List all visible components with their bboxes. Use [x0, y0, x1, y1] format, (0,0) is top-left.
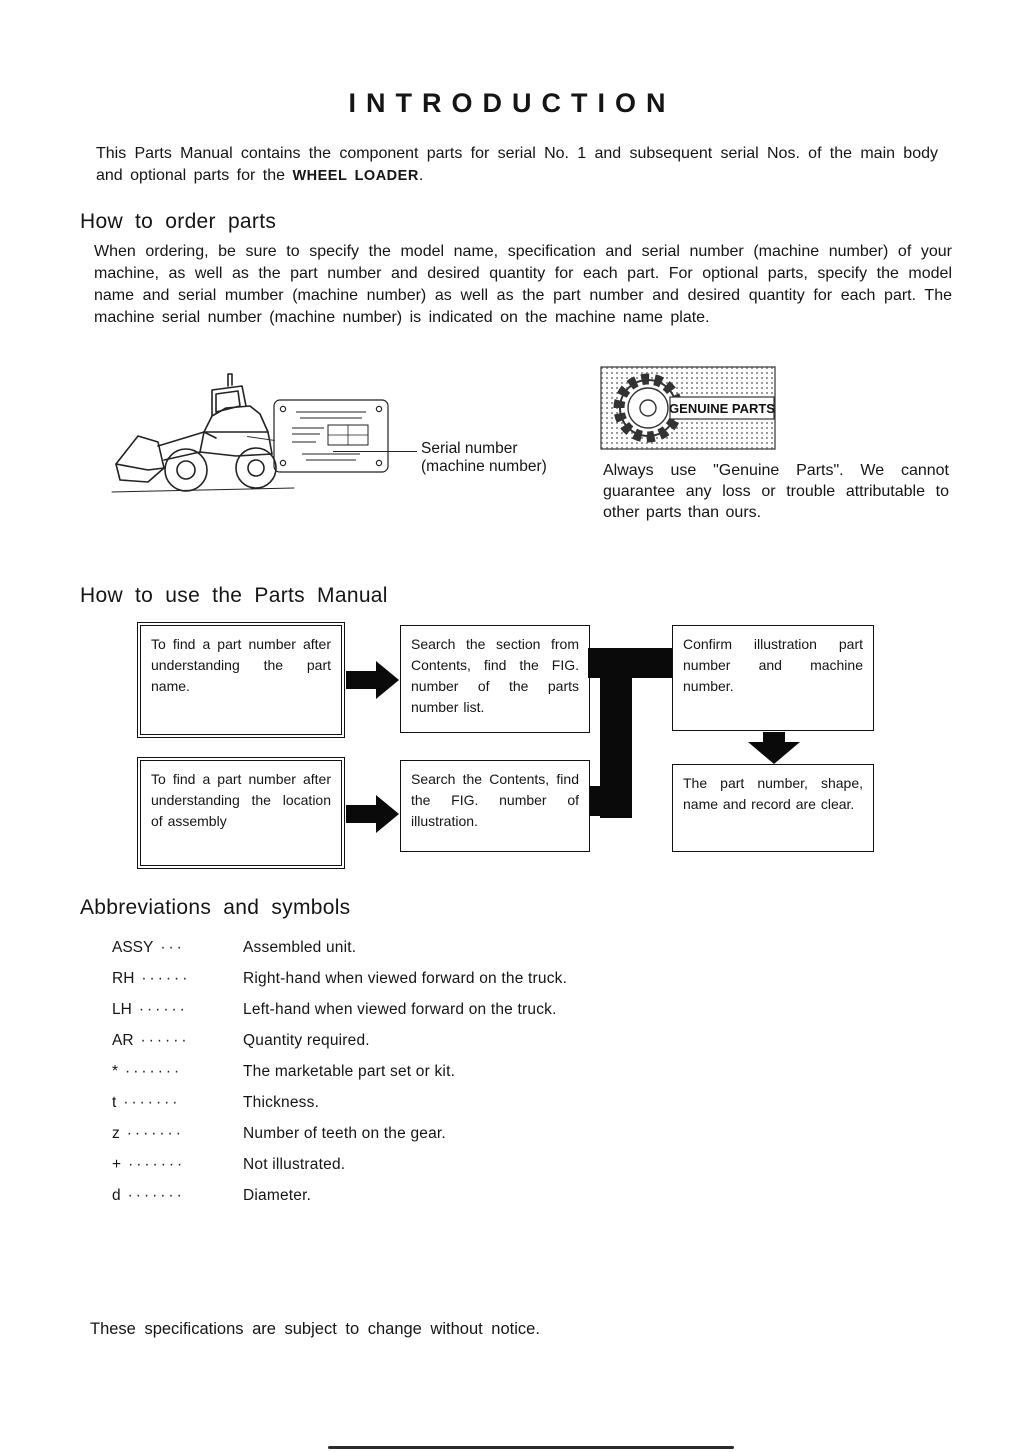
abbr-term: + — [112, 1155, 122, 1173]
intro-period: . — [418, 167, 424, 185]
how-to-use-heading: How to use the Parts Manual — [80, 584, 388, 607]
specifications-notice: These specifications are subject to change without notice. — [90, 1320, 540, 1338]
abbr-term: * — [112, 1062, 119, 1080]
dots-separator: ······· — [125, 1062, 183, 1080]
abbr-term: d — [112, 1186, 121, 1204]
abbr-definition: Number of teeth on the gear. — [243, 1124, 446, 1142]
wheel-loader-illustration — [108, 368, 298, 500]
abbr-row — [112, 932, 872, 963]
down-arrow-icon — [748, 732, 800, 764]
dots-separator: ······· — [128, 1155, 186, 1173]
abbreviations-heading: Abbreviations and symbols — [80, 896, 351, 919]
genuine-parts-badge-label: GENUINE PARTS — [669, 401, 775, 416]
dots-separator: ······ — [140, 1031, 190, 1049]
abbr-definition: Not illustrated. — [243, 1155, 346, 1173]
intro-wheel-loader-bold: WHEEL LOADER — [292, 168, 419, 185]
abbr-row — [112, 1056, 872, 1087]
abbr-term: AR — [112, 1031, 134, 1049]
scan-artifact-line — [328, 1446, 734, 1449]
intro-text: This Parts Manual contains the component parts for serial No. 1 and subsequent serial Nos. of the main body and optional parts for the — [96, 145, 938, 185]
abbreviations-list — [112, 932, 872, 1211]
serial-label-line1: Serial number — [421, 440, 518, 457]
abbr-row — [112, 1118, 872, 1149]
abbr-row — [112, 1025, 872, 1056]
how-to-order-heading: How to order parts — [80, 210, 277, 233]
serial-number-label — [421, 440, 547, 476]
dots-separator: ······· — [126, 1124, 184, 1142]
flow-box-search-contents-illustration: Search the Contents, find the FIG. number of illustration. — [400, 760, 590, 852]
how-to-order-body: When ordering, be sure to specify the model name, specification and serial number (machine number) of your machine, as well as the part number and desired quantity for each part. For optional parts, specify the model name and serial mumber (machine number) as well as the part number and desired quantity for each part. The machine serial number (machine number) is indicated on the machine name plate. — [94, 243, 952, 327]
genuine-parts-badge — [600, 366, 776, 450]
dots-separator: ······ — [138, 1000, 188, 1018]
abbr-definition: Diameter. — [243, 1186, 312, 1204]
abbr-definition: The marketable part set or kit. — [243, 1062, 456, 1080]
abbr-term: ASSY — [112, 938, 154, 956]
abbr-term: LH — [112, 1000, 132, 1018]
serial-leader-line — [333, 451, 417, 452]
dots-separator: ······· — [127, 1186, 185, 1204]
usage-flowchart — [0, 618, 1024, 876]
machine-name-plate — [272, 398, 390, 474]
abbr-term: RH — [112, 969, 135, 987]
right-arrow-icon — [346, 660, 400, 700]
abbr-definition: Assembled unit. — [243, 938, 357, 956]
abbr-term: t — [112, 1093, 117, 1111]
intro-paragraph — [96, 143, 938, 187]
flow-box-search-section-fig: Search the section from Contents, find the FIG. number of the parts number list. — [400, 625, 590, 733]
abbr-term: z — [112, 1124, 120, 1142]
serial-label-line2: (machine number) — [421, 457, 547, 475]
page-title: INTRODUCTION — [348, 88, 676, 118]
abbr-definition: Quantity required. — [243, 1031, 370, 1049]
dots-separator: ······· — [123, 1093, 181, 1111]
illustration-band — [0, 360, 1024, 590]
abbr-definition: Thickness. — [243, 1093, 320, 1111]
right-arrow-icon — [346, 794, 400, 834]
flow-box-find-by-location: To find a part number after understanding the location of assembly — [140, 760, 342, 866]
genuine-parts-caption: Always use "Genuine Parts". We cannot guarantee any loss or trouble attributable to other parts than ours. — [603, 462, 949, 522]
abbr-row — [112, 994, 872, 1025]
abbr-row — [112, 963, 872, 994]
abbr-row — [112, 1149, 872, 1180]
dots-separator: ··· — [160, 938, 185, 956]
flow-connector-bottom — [588, 786, 632, 816]
flow-box-confirm: Confirm illustration part number and machine number. — [672, 625, 874, 731]
dots-separator: ······ — [141, 969, 191, 987]
flow-box-result-clear: The part number, shape, name and record are clear. — [672, 764, 874, 852]
flow-box-find-by-name: To find a part number after understanding the part name. — [140, 625, 342, 735]
abbr-definition: Right-hand when viewed forward on the truck. — [243, 969, 568, 987]
abbr-row — [112, 1087, 872, 1118]
abbr-row — [112, 1180, 872, 1211]
abbr-definition: Left-hand when viewed forward on the truck. — [243, 1000, 557, 1018]
